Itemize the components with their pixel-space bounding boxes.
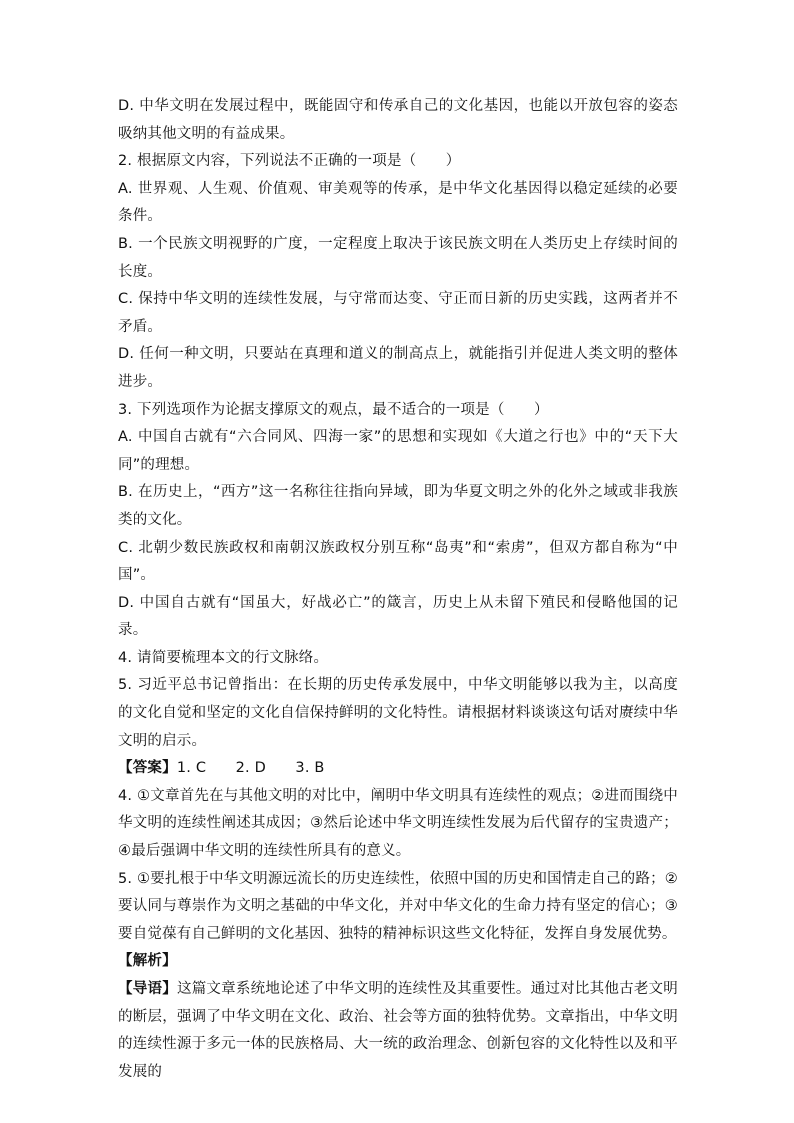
q2-option-d: D. 任何一种文明，只要站在真理和道义的制高点上，就能指引并促进人类文明的整体进步。 bbox=[118, 346, 678, 390]
q2-option-b: B. 一个民族文明视野的广度，一定程度上取决于该民族文明在人类历史上存续时间的长度。 bbox=[118, 235, 678, 280]
q3-option-d: D. 中国自古就有“国虽大，好战必亡”的箴言，历史上从未留下殖民和侵略他国的记录。 bbox=[118, 594, 678, 639]
q2-stem: 2. 根据原文内容，下列说法不正确的一项是（ ） bbox=[118, 153, 461, 170]
guide-label: 【导语】 bbox=[118, 981, 177, 997]
q3-stem: 3. 下列选项作为论据支撑原文的观点，最不适合的一项是（ ） bbox=[118, 401, 549, 418]
q3-option-c: C. 北朝少数民族政权和南朝汉族政权分别互称“岛夷”和“索虏”，但双方都自称为“中国”。 bbox=[118, 539, 678, 584]
guide-text: 这篇文章系统地论述了中华文明的连续性及其重要性。通过对比其他古老文明的断层，强调了中华文明在文化、政治、社会等方面的独特优势。文章指出，中华文明的连续性源于多元一体的民族格局、大一统的政治理念、创新包容的文化特性以及和平发展的 bbox=[118, 981, 678, 1080]
analysis-label: 【解析】 bbox=[118, 953, 177, 970]
analysis-guide bbox=[118, 976, 678, 1086]
q2-option-a: A. 世界观、人生观、价值观、审美观等的传承，是中华文化基因得以稳定延续的必要条件。 bbox=[118, 180, 678, 225]
q3-option-a: A. 中国自古就有“六合同风、四海一家”的思想和实现如《大道之行也》中的“天下大同”的理想。 bbox=[118, 429, 678, 473]
answer-choices: 1. C 2. D 3. B bbox=[176, 760, 325, 777]
q5-stem: 5. 习近平总书记曾指出：在长期的历史传承发展中，中华文明能够以我为主，以高度的文化自觉和坚定的文化自信保持鲜明的文化特性。请根据材料谈谈这句话对赓续中华文明的启示。 bbox=[118, 677, 678, 749]
q3-option-b: B. 在历史上，“西方”这一名称往往指向异域，即为华夏文明之外的化外之域或非我族类的文化。 bbox=[118, 484, 678, 528]
q1-option-d: D. 中华文明在发展过程中，既能固守和传承自己的文化基因，也能以开放包容的姿态吸纳其他文明的有益成果。 bbox=[118, 98, 678, 142]
document-page bbox=[118, 93, 678, 1086]
answer-5: 5. ①要扎根于中华文明源远流长的历史连续性，依照中国的历史和国情走自己的路；②要认同与尊崇作为文明之基础的中华文化，并对中华文化的生命力持有坚定的信心；③要自觉葆有自己鲜明的文化基因、独特的精神标识这些文化特征，发挥自身发展优势。 bbox=[118, 870, 678, 942]
answer-line bbox=[118, 755, 678, 783]
q2-option-c: C. 保持中华文明的连续性发展，与守常而达变、守正而日新的历史实践，这两者并不矛盾。 bbox=[118, 291, 678, 335]
answer-4: 4. ①文章首先在与其他文明的对比中，阐明中华文明具有连续性的观点；②进而围绕中华文明的连续性阐述其成因；③然后论述中华文明连续性发展为后代留存的宝贵遗产；④最后强调中华文明的连续性所具有的意义。 bbox=[118, 787, 678, 860]
q4-stem: 4. 请简要梳理本文的行文脉络。 bbox=[118, 649, 329, 666]
answer-label: 【答案】 bbox=[118, 760, 177, 777]
